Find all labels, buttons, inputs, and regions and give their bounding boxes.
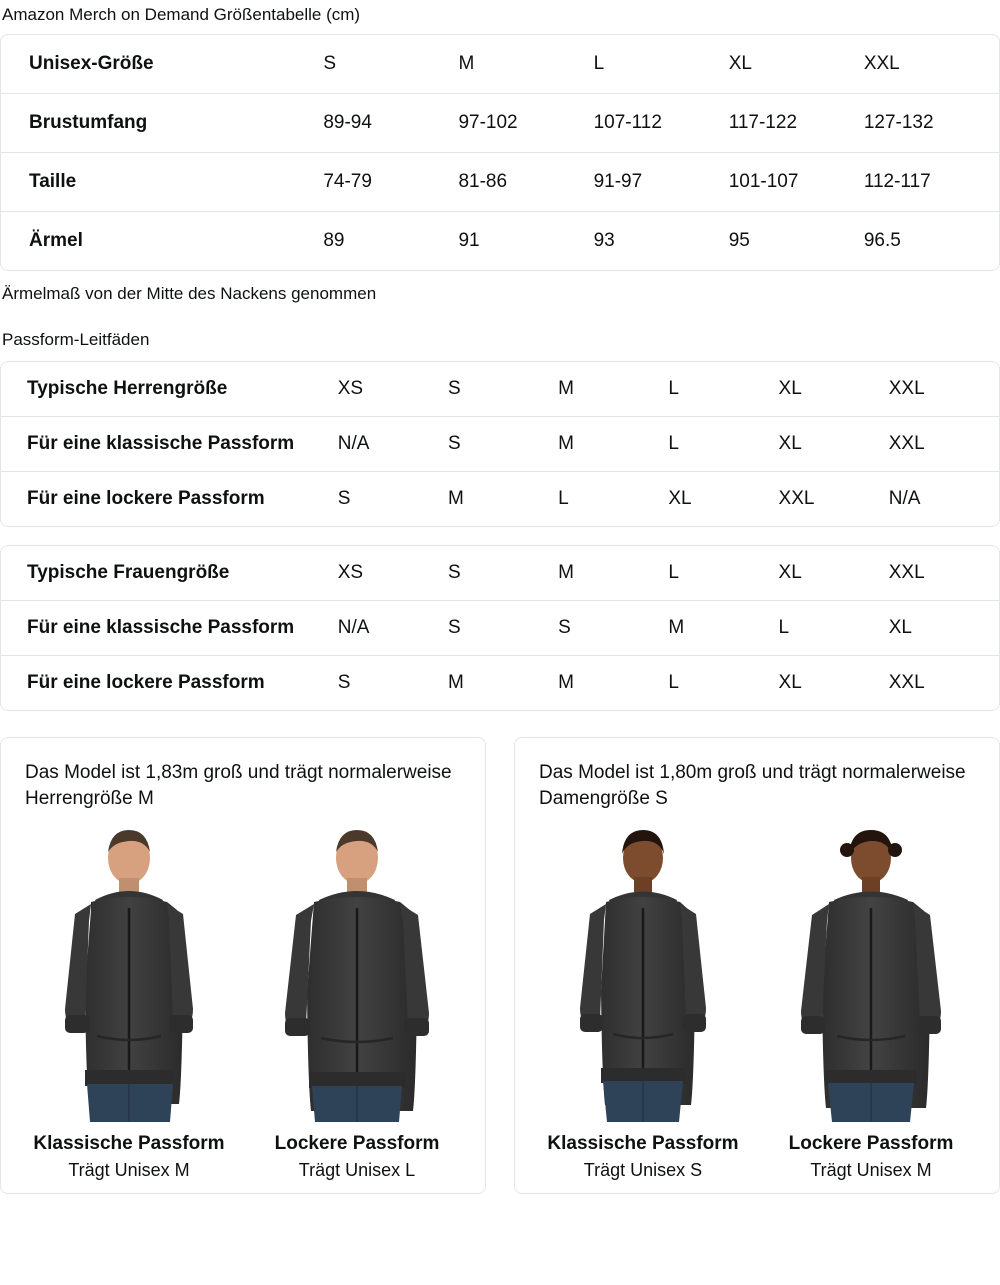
figure-classic-fit — [543, 822, 743, 1184]
cell: L — [668, 417, 778, 472]
cell: XL — [778, 672, 802, 694]
figure-group — [533, 822, 981, 1184]
row-label: Für eine klassische Passform — [1, 417, 338, 472]
cell: 97-102 — [458, 94, 593, 153]
cell: XS — [338, 362, 448, 417]
cell: M — [558, 546, 668, 601]
cell: S — [337, 488, 351, 510]
unisex-size-table — [0, 34, 1000, 271]
figure-relaxed-fit — [771, 822, 971, 1184]
row-label: Ärmel — [29, 230, 83, 252]
cell: L — [668, 672, 679, 694]
cell: 89 — [323, 230, 345, 252]
cell: XXL — [864, 35, 999, 94]
figure-wears-label: Trägt Unisex L — [298, 1160, 416, 1181]
row-label: Typische Herrengröße — [1, 362, 338, 417]
cell: XS — [338, 546, 448, 601]
figure-caption — [789, 1132, 954, 1184]
sleeve-measurement-note: Ärmelmaß von der Mitte des Nackens genommen — [2, 284, 377, 304]
cell: 81-86 — [458, 153, 593, 212]
cell: S — [448, 546, 558, 601]
cell: L — [594, 35, 729, 94]
figure-caption — [547, 1132, 738, 1184]
cell: 112-117 — [864, 153, 999, 212]
cell: S — [558, 601, 668, 656]
cell: XXL — [888, 672, 925, 694]
cell: M — [668, 601, 778, 656]
row-label: Typische Frauengröße — [1, 546, 338, 601]
cell: S — [448, 362, 558, 417]
cell: XL — [889, 601, 999, 656]
figure-fit-label: Lockere Passform — [274, 1132, 440, 1154]
cell: XL — [779, 417, 889, 472]
cell: 74-79 — [323, 153, 458, 212]
cell: L — [668, 362, 778, 417]
cell: 101-107 — [729, 153, 864, 212]
table-row — [1, 153, 999, 212]
table-row — [1, 546, 999, 601]
figure-fit-label: Klassische Passform — [33, 1132, 225, 1154]
cell: S — [337, 672, 351, 694]
mens-fit-table — [0, 361, 1000, 527]
cell: S — [323, 35, 458, 94]
row-label: Unisex-Größe — [1, 35, 323, 94]
cell: M — [558, 672, 574, 694]
page-title: Amazon Merch on Demand Größentabelle (cm) — [2, 5, 361, 24]
cell: M — [458, 35, 593, 94]
figure-caption — [275, 1132, 440, 1184]
womens-fit-table — [0, 545, 1000, 711]
figure-classic-fit — [29, 822, 229, 1184]
model-photo-relaxed-fit-male — [257, 822, 457, 1122]
cell: XL — [779, 362, 889, 417]
cell: 89-94 — [323, 94, 458, 153]
cell: 107-112 — [594, 94, 729, 153]
cell: 117-122 — [729, 94, 864, 153]
cell: N/A — [338, 417, 448, 472]
cell: 96.5 — [863, 230, 901, 252]
model-description: Das Model ist 1,80m groß und trägt normalerweise Damengröße S — [539, 762, 966, 809]
figure-wears-label: Trägt Unisex M — [810, 1160, 932, 1181]
figure-group — [19, 822, 467, 1184]
table-row — [1, 417, 999, 472]
cell: M — [447, 672, 464, 694]
cell: XXL — [778, 488, 815, 510]
figure-wears-label: Trägt Unisex S — [583, 1160, 703, 1181]
table-row — [1, 472, 999, 526]
table-row — [1, 94, 999, 153]
cell: XL — [729, 35, 864, 94]
model-card-womens — [514, 737, 1000, 1194]
cell: S — [448, 601, 558, 656]
figure-wears-label: Trägt Unisex M — [68, 1160, 190, 1181]
row-label: Brustumfang — [1, 94, 323, 153]
figure-relaxed-fit — [257, 822, 457, 1184]
cell: N/A — [888, 488, 921, 510]
figure-caption — [33, 1132, 224, 1184]
cell: XXL — [889, 362, 999, 417]
row-label: Für eine lockere Passform — [27, 672, 265, 694]
model-photo-relaxed-fit-female — [771, 822, 971, 1122]
model-description: Das Model ist 1,83m groß und trägt normalerweise Herrengröße M — [25, 762, 452, 809]
table-row — [1, 362, 999, 417]
cell: XXL — [889, 417, 999, 472]
table-row — [1, 212, 999, 270]
row-label: Für eine klassische Passform — [1, 601, 338, 656]
model-photo-classic-fit-female — [543, 822, 743, 1122]
fit-guides-title: Passform-Leitfäden — [2, 330, 150, 350]
cell: L — [558, 488, 569, 510]
cell: N/A — [338, 601, 448, 656]
table-row — [1, 656, 999, 710]
cell: L — [779, 601, 889, 656]
cell: M — [558, 417, 668, 472]
cell: 127-132 — [864, 94, 999, 153]
model-photo-classic-fit-male — [29, 822, 229, 1122]
model-card-mens — [0, 737, 486, 1194]
cell: M — [447, 488, 464, 510]
figure-fit-label: Lockere Passform — [788, 1132, 954, 1154]
row-label: Für eine lockere Passform — [27, 488, 265, 510]
cell: XL — [668, 488, 692, 510]
cell: L — [668, 546, 778, 601]
cell: S — [448, 417, 558, 472]
cell: 93 — [593, 230, 615, 252]
figure-fit-label: Klassische Passform — [547, 1132, 739, 1154]
row-label: Taille — [1, 153, 323, 212]
cell: 91-97 — [594, 153, 729, 212]
cell: 91 — [458, 230, 480, 252]
cell: M — [558, 362, 668, 417]
model-cards-row — [0, 737, 1000, 1194]
table-row — [1, 35, 999, 94]
cell: XXL — [889, 546, 999, 601]
table-row — [1, 601, 999, 656]
cell: XL — [779, 546, 889, 601]
cell: 95 — [728, 230, 750, 252]
